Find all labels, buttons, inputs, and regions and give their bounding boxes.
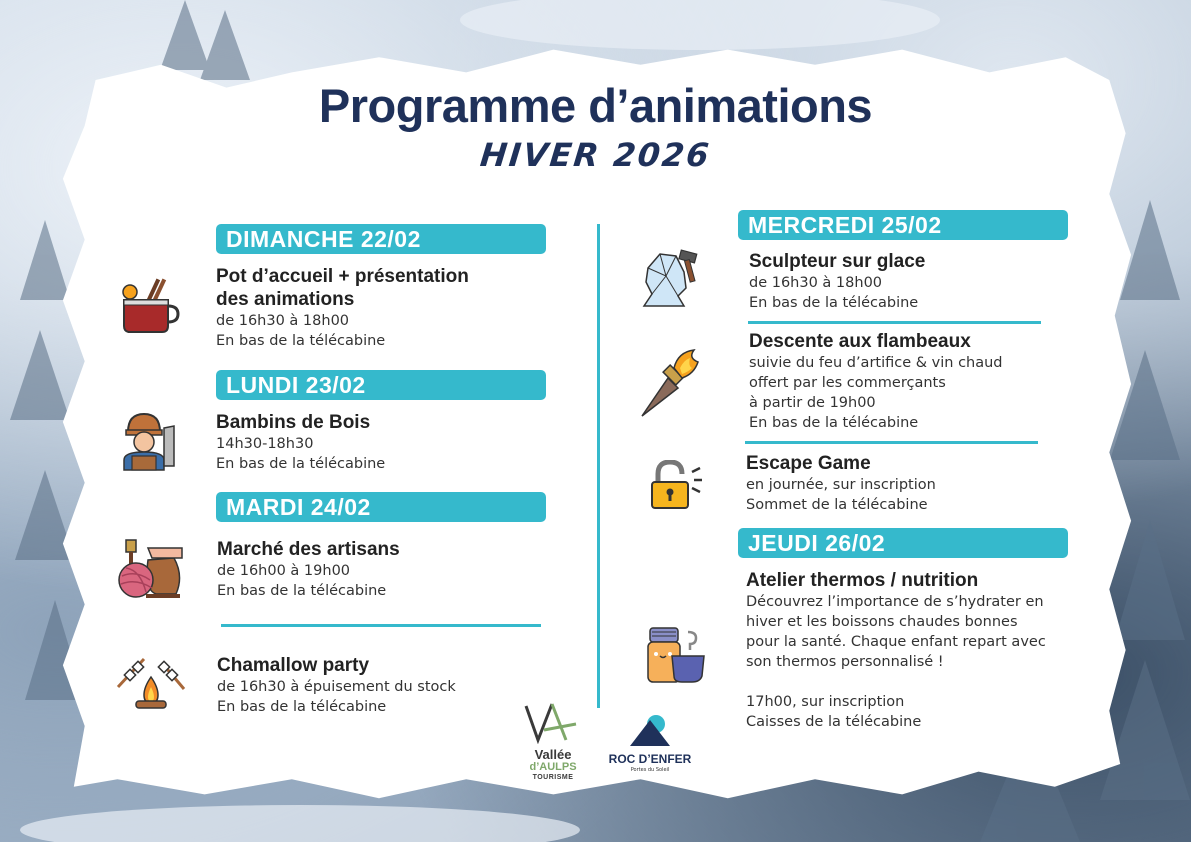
event-location: En bas de la télécabine — [749, 415, 919, 431]
event-description: hiver et les boissons chaudes bonnes — [746, 614, 1018, 630]
crafts-yarn-pottery-icon — [112, 536, 184, 602]
carpenter-with-saw-icon — [120, 410, 178, 472]
event-location: En bas de la télécabine — [217, 583, 387, 599]
thermos-and-cup-icon — [644, 624, 706, 684]
event-description: Découvrez l’importance de s’hydrater en — [746, 594, 1044, 610]
roc-logo-tagline: Portes du Soleil — [630, 767, 670, 773]
event-time: 14h30-18h30 — [216, 436, 314, 452]
event-separator — [221, 624, 541, 627]
event-time: à partir de 19h00 — [749, 395, 876, 411]
event-time: 17h00, sur inscription — [746, 694, 905, 710]
day-header-mardi: MARDI 24/02 — [216, 492, 546, 522]
event-title: Marché des artisans — [217, 539, 400, 560]
event-location: En bas de la télécabine — [216, 456, 386, 472]
event-time: de 16h30 à 18h00 — [216, 313, 350, 329]
day-header-mercredi: MERCREDI 25/02 — [738, 210, 1068, 240]
event-title: Bambins de Bois — [216, 412, 371, 433]
vallee-logo-line2: d’AULPS — [529, 761, 577, 773]
open-padlock-icon — [648, 460, 704, 510]
event-sculpteur-glace — [749, 250, 925, 313]
mountain-sun-icon — [628, 714, 672, 748]
event-time: de 16h30 à 18h00 — [749, 275, 883, 291]
column-divider — [597, 224, 600, 708]
event-separator — [745, 441, 1038, 444]
day-header-lundi: LUNDI 23/02 — [216, 370, 546, 400]
event-description: offert par les commerçants — [749, 375, 946, 391]
torch-icon — [638, 348, 710, 420]
event-description: suivie du feu d’artifice & vin chaud — [749, 355, 1003, 371]
day-header-jeudi: JEUDI 26/02 — [738, 528, 1068, 558]
event-pot-accueil — [216, 265, 469, 351]
event-escape-game — [746, 452, 936, 515]
event-title: Chamallow party — [217, 655, 370, 676]
marshmallow-campfire-icon — [114, 655, 188, 711]
event-location: Sommet de la télécabine — [746, 497, 928, 513]
event-time: de 16h30 à épuisement du stock — [217, 679, 456, 695]
day-header-dimanche: DIMANCHE 22/02 — [216, 224, 546, 254]
page-title: Programme d’animations — [318, 79, 873, 132]
event-location: En bas de la télécabine — [749, 295, 919, 311]
event-location: En bas de la télécabine — [217, 699, 387, 715]
ice-sculpture-hammer-icon — [640, 248, 704, 310]
event-time: en journée, sur inscription — [746, 477, 936, 493]
event-title: des animations — [216, 289, 355, 310]
event-chamallow-party — [217, 654, 456, 717]
event-spacer — [746, 672, 1046, 692]
event-location: Caisses de la télécabine — [746, 714, 922, 730]
event-title: Descente aux flambeaux — [749, 331, 971, 352]
event-atelier-thermos — [746, 569, 1046, 732]
event-separator — [748, 321, 1041, 324]
event-title: Pot d’accueil + présentation — [216, 266, 469, 287]
page-subtitle: HIVER 2026 — [478, 136, 713, 174]
event-title: Escape Game — [746, 453, 871, 474]
event-bambins-de-bois — [216, 411, 385, 474]
event-descente-flambeaux — [749, 330, 1003, 433]
vallee-logo-line3: TOURISME — [532, 774, 574, 781]
event-title: Sculpteur sur glace — [749, 251, 926, 272]
event-marche-artisans — [217, 538, 400, 601]
event-location: En bas de la télécabine — [216, 333, 386, 349]
event-time: de 16h00 à 19h00 — [217, 563, 351, 579]
event-description: son thermos personnalisé ! — [746, 654, 944, 670]
vallee-aulps-mark-icon — [522, 700, 584, 744]
mulled-wine-cup-icon — [112, 276, 182, 336]
event-description: pour la santé. Chaque enfant repart avec — [746, 634, 1046, 650]
event-title: Atelier thermos / nutrition — [746, 570, 979, 591]
roc-logo-name: ROC D’ENFER — [608, 752, 692, 766]
roc-denfer-logo — [602, 714, 698, 776]
vallee-logo-line1: Vallée — [534, 747, 572, 762]
vallee-aulps-logo — [522, 700, 584, 780]
